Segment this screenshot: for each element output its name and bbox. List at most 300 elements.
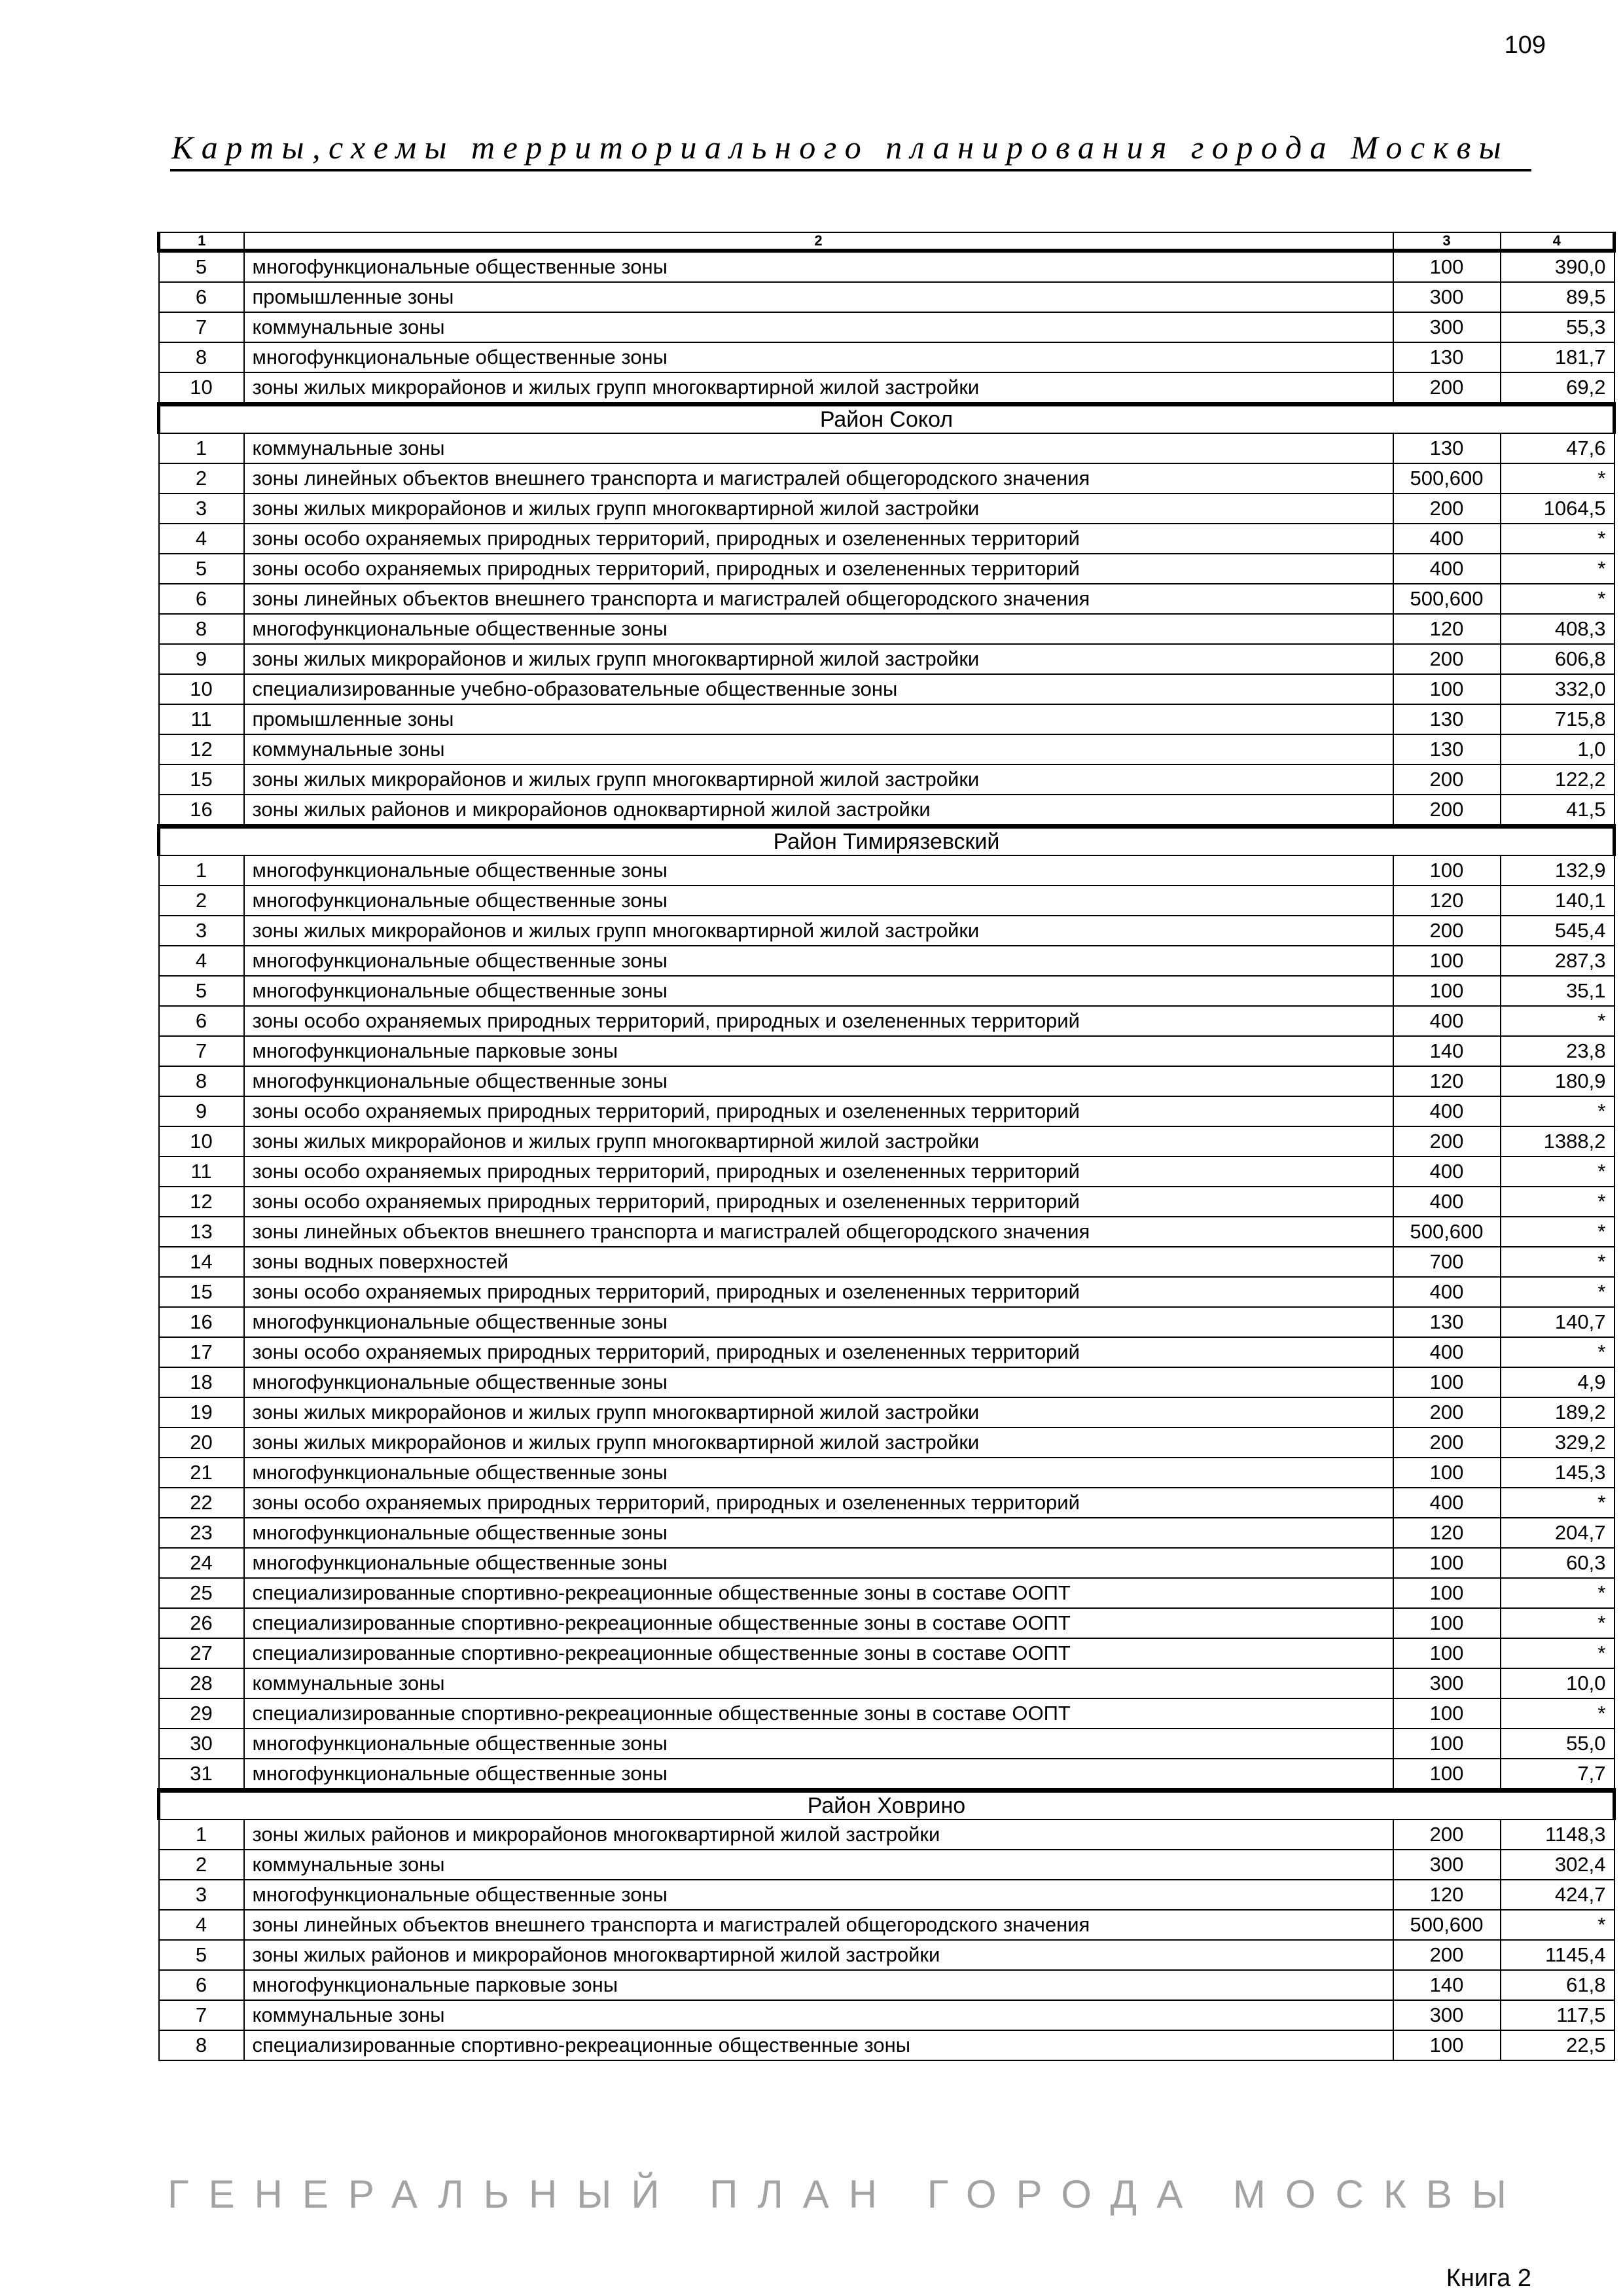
zone-type-cell: специализированные учебно-образовательные общественные зоны (244, 674, 1393, 704)
zone-type-cell: коммунальные зоны (244, 312, 1393, 342)
zone-type-cell: коммунальные зоны (244, 1668, 1393, 1698)
area-cell: 545,4 (1501, 916, 1614, 946)
zone-code-cell: 130 (1393, 704, 1501, 734)
area-cell: 424,7 (1501, 1880, 1614, 1910)
zone-code-cell: 100 (1393, 251, 1501, 282)
zone-type-cell: многофункциональные общественные зоны (244, 1307, 1393, 1337)
zone-code-cell: 500,600 (1393, 1910, 1501, 1940)
zone-type-cell: зоны жилых районов и микрорайонов одноквартирной жилой застройки (244, 795, 1393, 827)
zone-type-cell: многофункциональные общественные зоны (244, 342, 1393, 372)
zone-code-cell: 120 (1393, 614, 1501, 644)
row-number-cell: 11 (159, 1157, 244, 1187)
row-number-cell: 10 (159, 1126, 244, 1157)
area-cell: * (1501, 1096, 1614, 1126)
table-row (159, 644, 1614, 674)
row-number-cell: 25 (159, 1578, 244, 1608)
zone-code-cell: 100 (1393, 946, 1501, 976)
zone-code-cell: 400 (1393, 1006, 1501, 1036)
district-header-row (159, 404, 1614, 434)
row-number-cell: 4 (159, 1910, 244, 1940)
table-row (159, 433, 1614, 463)
area-cell: 1148,3 (1501, 1820, 1614, 1850)
area-cell: 287,3 (1501, 946, 1614, 976)
row-number-cell: 23 (159, 1518, 244, 1548)
row-number-cell: 6 (159, 584, 244, 614)
zone-code-cell: 200 (1393, 1820, 1501, 1850)
zone-type-cell: коммунальные зоны (244, 2000, 1393, 2030)
zone-code-cell: 200 (1393, 372, 1501, 404)
zone-type-cell: зоны жилых микрорайонов и жилых групп многоквартирной жилой застройки (244, 764, 1393, 795)
table-row (159, 1910, 1614, 1940)
row-number-cell: 2 (159, 1850, 244, 1880)
zone-code-cell: 100 (1393, 976, 1501, 1006)
area-cell: * (1501, 1217, 1614, 1247)
zone-type-cell: многофункциональные общественные зоны (244, 1548, 1393, 1578)
row-number-cell: 16 (159, 795, 244, 827)
table-row (159, 1729, 1614, 1759)
row-number-cell: 13 (159, 1217, 244, 1247)
area-cell: 47,6 (1501, 433, 1614, 463)
row-number-cell: 10 (159, 372, 244, 404)
zone-type-cell: зоны жилых микрорайонов и жилых групп многоквартирной жилой застройки (244, 372, 1393, 404)
zone-code-cell: 140 (1393, 1036, 1501, 1066)
area-cell: 1145,4 (1501, 1940, 1614, 1970)
area-cell: 1,0 (1501, 734, 1614, 764)
zone-type-cell: зоны жилых микрорайонов и жилых групп многоквартирной жилой застройки (244, 1397, 1393, 1427)
row-number-cell: 5 (159, 554, 244, 584)
row-number-cell: 21 (159, 1458, 244, 1488)
district-name: Район Тимирязевский (159, 827, 1614, 856)
area-cell: 132,9 (1501, 855, 1614, 886)
area-cell: * (1501, 1277, 1614, 1307)
row-number-cell: 7 (159, 312, 244, 342)
table-row (159, 372, 1614, 404)
table-row (159, 976, 1614, 1006)
column-header: 1 (159, 232, 244, 251)
area-cell: 55,3 (1501, 312, 1614, 342)
zone-code-cell: 100 (1393, 855, 1501, 886)
area-cell: 181,7 (1501, 342, 1614, 372)
district-name: Район Сокол (159, 404, 1614, 434)
row-number-cell: 14 (159, 1247, 244, 1277)
page-number: 109 (1504, 31, 1546, 59)
zone-type-cell: промышленные зоны (244, 282, 1393, 312)
area-cell: 23,8 (1501, 1036, 1614, 1066)
zone-code-cell: 100 (1393, 1638, 1501, 1668)
zone-type-cell: многофункциональные общественные зоны (244, 1759, 1393, 1791)
area-cell: * (1501, 463, 1614, 493)
zone-code-cell: 100 (1393, 1367, 1501, 1397)
row-number-cell: 6 (159, 282, 244, 312)
row-number-cell: 3 (159, 493, 244, 524)
area-cell: 41,5 (1501, 795, 1614, 827)
table-row (159, 795, 1614, 827)
table-row (159, 1970, 1614, 2000)
area-cell: 117,5 (1501, 2000, 1614, 2030)
table-row (159, 1488, 1614, 1518)
area-cell: * (1501, 584, 1614, 614)
table-row (159, 1608, 1614, 1638)
zone-code-cell: 400 (1393, 524, 1501, 554)
table-row (159, 1850, 1614, 1880)
area-cell: * (1501, 1337, 1614, 1367)
zone-type-cell: многофункциональные общественные зоны (244, 1518, 1393, 1548)
table-row (159, 1036, 1614, 1066)
table-row (159, 1578, 1614, 1608)
area-cell: 69,2 (1501, 372, 1614, 404)
zone-code-cell: 200 (1393, 916, 1501, 946)
table-row (159, 312, 1614, 342)
row-number-cell: 8 (159, 614, 244, 644)
table-row (159, 1698, 1614, 1729)
zone-code-cell: 100 (1393, 1608, 1501, 1638)
district-header-row (159, 1791, 1614, 1820)
row-number-cell: 6 (159, 1970, 244, 2000)
zone-type-cell: многофункциональные общественные зоны (244, 855, 1393, 886)
zone-code-cell: 200 (1393, 1126, 1501, 1157)
table-row (159, 342, 1614, 372)
zone-type-cell: зоны жилых микрорайонов и жилых групп многоквартирной жилой застройки (244, 1427, 1393, 1458)
zone-type-cell: зоны жилых микрорайонов и жилых групп многоквартирной жилой застройки (244, 493, 1393, 524)
zone-type-cell: зоны особо охраняемых природных территорий, природных и озелененных территорий (244, 1488, 1393, 1518)
table-row (159, 1217, 1614, 1247)
area-cell: 1064,5 (1501, 493, 1614, 524)
zone-type-cell: многофункциональные общественные зоны (244, 1729, 1393, 1759)
area-cell: 1388,2 (1501, 1126, 1614, 1157)
zone-code-cell: 400 (1393, 1277, 1501, 1307)
zone-code-cell: 200 (1393, 764, 1501, 795)
area-cell: 606,8 (1501, 644, 1614, 674)
zone-type-cell: многофункциональные парковые зоны (244, 1036, 1393, 1066)
table-row (159, 886, 1614, 916)
zone-code-cell: 400 (1393, 1187, 1501, 1217)
area-cell: 4,9 (1501, 1367, 1614, 1397)
zone-type-cell: коммунальные зоны (244, 1850, 1393, 1880)
zone-type-cell: многофункциональные общественные зоны (244, 1458, 1393, 1488)
zone-type-cell: многофункциональные общественные зоны (244, 946, 1393, 976)
zone-type-cell: многофункциональные общественные зоны (244, 1066, 1393, 1096)
table-body (159, 251, 1614, 2060)
row-number-cell: 1 (159, 855, 244, 886)
row-number-cell: 12 (159, 734, 244, 764)
row-number-cell: 19 (159, 1397, 244, 1427)
zone-type-cell: зоны линейных объектов внешнего транспорта и магистралей общегородского значения (244, 1217, 1393, 1247)
area-cell: 60,3 (1501, 1548, 1614, 1578)
area-cell: 22,5 (1501, 2030, 1614, 2060)
table-row (159, 1006, 1614, 1036)
table-row (159, 554, 1614, 584)
zone-code-cell: 100 (1393, 1578, 1501, 1608)
table-row (159, 1307, 1614, 1337)
zone-code-cell: 300 (1393, 282, 1501, 312)
row-number-cell: 27 (159, 1638, 244, 1668)
zone-type-cell: зоны линейных объектов внешнего транспорта и магистралей общегородского значения (244, 1910, 1393, 1940)
row-number-cell: 1 (159, 1820, 244, 1850)
zone-code-cell: 400 (1393, 1337, 1501, 1367)
zone-code-cell: 500,600 (1393, 584, 1501, 614)
zone-code-cell: 120 (1393, 1880, 1501, 1910)
row-number-cell: 4 (159, 946, 244, 976)
area-cell: * (1501, 1247, 1614, 1277)
area-cell: 140,1 (1501, 886, 1614, 916)
zone-type-cell: промышленные зоны (244, 704, 1393, 734)
zone-code-cell: 200 (1393, 1940, 1501, 1970)
table-row (159, 916, 1614, 946)
table-row (159, 584, 1614, 614)
zone-type-cell: коммунальные зоны (244, 734, 1393, 764)
table-row (159, 1940, 1614, 1970)
area-cell: 332,0 (1501, 674, 1614, 704)
area-cell: 408,3 (1501, 614, 1614, 644)
zone-type-cell: специализированные спортивно-рекреационные общественные зоны (244, 2030, 1393, 2060)
zone-type-cell: зоны особо охраняемых природных территорий, природных и озелененных территорий (244, 554, 1393, 584)
zone-type-cell: зоны особо охраняемых природных территорий, природных и озелененных территорий (244, 1277, 1393, 1307)
zone-type-cell: многофункциональные общественные зоны (244, 976, 1393, 1006)
area-cell: * (1501, 1698, 1614, 1729)
area-cell: 145,3 (1501, 1458, 1614, 1488)
zone-code-cell: 300 (1393, 1850, 1501, 1880)
zone-code-cell: 130 (1393, 433, 1501, 463)
row-number-cell: 6 (159, 1006, 244, 1036)
book-label: Книга 2 (1446, 2265, 1531, 2292)
table-row (159, 614, 1614, 644)
area-cell: * (1501, 1608, 1614, 1638)
zone-code-cell: 400 (1393, 1488, 1501, 1518)
zone-code-cell: 100 (1393, 1458, 1501, 1488)
table-row (159, 1247, 1614, 1277)
table-row (159, 251, 1614, 282)
row-number-cell: 3 (159, 1880, 244, 1910)
area-cell: 390,0 (1501, 251, 1614, 282)
row-number-cell: 26 (159, 1608, 244, 1638)
area-cell: * (1501, 1638, 1614, 1668)
row-number-cell: 9 (159, 644, 244, 674)
zone-type-cell: зоны линейных объектов внешнего транспорта и магистралей общегородского значения (244, 463, 1393, 493)
row-number-cell: 24 (159, 1548, 244, 1578)
row-number-cell: 12 (159, 1187, 244, 1217)
table-row (159, 764, 1614, 795)
area-cell: * (1501, 1488, 1614, 1518)
row-number-cell: 2 (159, 886, 244, 916)
row-number-cell: 3 (159, 916, 244, 946)
zone-type-cell: зоны жилых районов и микрорайонов многоквартирной жилой застройки (244, 1940, 1393, 1970)
zone-code-cell: 120 (1393, 1066, 1501, 1096)
area-cell: 189,2 (1501, 1397, 1614, 1427)
row-number-cell: 5 (159, 976, 244, 1006)
zone-type-cell: зоны особо охраняемых природных территорий, природных и озелененных территорий (244, 1096, 1393, 1126)
area-cell: 302,4 (1501, 1850, 1614, 1880)
zone-code-cell: 500,600 (1393, 1217, 1501, 1247)
area-cell: * (1501, 1006, 1614, 1036)
row-number-cell: 8 (159, 1066, 244, 1096)
zone-code-cell: 500,600 (1393, 463, 1501, 493)
zone-type-cell: зоны жилых районов и микрорайонов многоквартирной жилой застройки (244, 1820, 1393, 1850)
column-header: 3 (1393, 232, 1501, 251)
zone-type-cell: многофункциональные парковые зоны (244, 1970, 1393, 2000)
column-header: 4 (1501, 232, 1614, 251)
zone-code-cell: 100 (1393, 674, 1501, 704)
table-row (159, 1096, 1614, 1126)
zone-code-cell: 100 (1393, 2030, 1501, 2060)
row-number-cell: 31 (159, 1759, 244, 1791)
row-number-cell: 11 (159, 704, 244, 734)
zone-code-cell: 100 (1393, 1698, 1501, 1729)
zone-type-cell: специализированные спортивно-рекреационные общественные зоны в составе ООПТ (244, 1698, 1393, 1729)
zone-type-cell: зоны линейных объектов внешнего транспорта и магистралей общегородского значения (244, 584, 1393, 614)
zone-type-cell: зоны особо охраняемых природных территорий, природных и озелененных территорий (244, 1337, 1393, 1367)
area-cell: 35,1 (1501, 976, 1614, 1006)
table-row (159, 1820, 1614, 1850)
zone-code-cell: 130 (1393, 734, 1501, 764)
table-row (159, 2030, 1614, 2060)
table-row (159, 946, 1614, 976)
table-row (159, 734, 1614, 764)
zone-type-cell: многофункциональные общественные зоны (244, 614, 1393, 644)
zone-code-cell: 400 (1393, 554, 1501, 584)
table-row (159, 1759, 1614, 1791)
area-cell: * (1501, 1187, 1614, 1217)
zone-type-cell: зоны особо охраняемых природных территорий, природных и озелененных территорий (244, 1157, 1393, 1187)
table-row (159, 1277, 1614, 1307)
zone-code-cell: 700 (1393, 1247, 1501, 1277)
row-number-cell: 20 (159, 1427, 244, 1458)
table-row (159, 1066, 1614, 1096)
footer-title: ГЕНЕРАЛЬНЫЙ ПЛАН ГОРОДА МОСКВЫ (168, 2172, 1526, 2216)
zone-type-cell: зоны жилых микрорайонов и жилых групп многоквартирной жилой застройки (244, 644, 1393, 674)
area-cell: 7,7 (1501, 1759, 1614, 1791)
table-row (159, 1397, 1614, 1427)
zone-code-cell: 100 (1393, 1548, 1501, 1578)
row-number-cell: 10 (159, 674, 244, 704)
table-row (159, 463, 1614, 493)
row-number-cell: 16 (159, 1307, 244, 1337)
area-cell: 55,0 (1501, 1729, 1614, 1759)
header-title: Карты,схемы территориального планирования города Москвы (171, 129, 1510, 166)
zone-type-cell: многофункциональные общественные зоны (244, 1367, 1393, 1397)
row-number-cell: 8 (159, 342, 244, 372)
row-number-cell: 15 (159, 1277, 244, 1307)
row-number-cell: 4 (159, 524, 244, 554)
row-number-cell: 7 (159, 1036, 244, 1066)
zone-code-cell: 400 (1393, 1096, 1501, 1126)
row-number-cell: 1 (159, 433, 244, 463)
table-row (159, 1548, 1614, 1578)
zone-type-cell: зоны особо охраняемых природных территорий, природных и озелененных территорий (244, 1187, 1393, 1217)
table-row (159, 1337, 1614, 1367)
area-cell: 329,2 (1501, 1427, 1614, 1458)
table-row (159, 1458, 1614, 1488)
table-row (159, 282, 1614, 312)
table-row (159, 1427, 1614, 1458)
district-name: Район Ховрино (159, 1791, 1614, 1820)
table-row (159, 1126, 1614, 1157)
zone-type-cell: зоны водных поверхностей (244, 1247, 1393, 1277)
row-number-cell: 22 (159, 1488, 244, 1518)
area-cell: 715,8 (1501, 704, 1614, 734)
zone-code-cell: 200 (1393, 1397, 1501, 1427)
table-row (159, 493, 1614, 524)
row-number-cell: 18 (159, 1367, 244, 1397)
area-cell: * (1501, 1910, 1614, 1940)
zone-type-cell: специализированные спортивно-рекреационные общественные зоны в составе ООПТ (244, 1638, 1393, 1668)
table-row (159, 1187, 1614, 1217)
row-number-cell: 7 (159, 2000, 244, 2030)
zone-code-cell: 100 (1393, 1759, 1501, 1791)
zone-type-cell: зоны особо охраняемых природных территорий, природных и озелененных территорий (244, 1006, 1393, 1036)
row-number-cell: 2 (159, 463, 244, 493)
row-number-cell: 29 (159, 1698, 244, 1729)
area-cell: 61,8 (1501, 1970, 1614, 2000)
column-header-row (159, 232, 1614, 251)
row-number-cell: 5 (159, 251, 244, 282)
district-header-row (159, 827, 1614, 856)
area-cell: 204,7 (1501, 1518, 1614, 1548)
table-row (159, 1157, 1614, 1187)
zone-type-cell: зоны особо охраняемых природных территорий, природных и озелененных территорий (244, 524, 1393, 554)
row-number-cell: 17 (159, 1337, 244, 1367)
zone-code-cell: 130 (1393, 342, 1501, 372)
zone-type-cell: специализированные спортивно-рекреационные общественные зоны в составе ООПТ (244, 1608, 1393, 1638)
zone-code-cell: 100 (1393, 1729, 1501, 1759)
row-number-cell: 5 (159, 1940, 244, 1970)
table-row (159, 1367, 1614, 1397)
zone-type-cell: коммунальные зоны (244, 433, 1393, 463)
table-row (159, 1518, 1614, 1548)
zone-type-cell: зоны жилых микрорайонов и жилых групп многоквартирной жилой застройки (244, 1126, 1393, 1157)
zone-type-cell: многофункциональные общественные зоны (244, 251, 1393, 282)
table-row (159, 674, 1614, 704)
table-row (159, 524, 1614, 554)
zone-code-cell: 130 (1393, 1307, 1501, 1337)
table-row (159, 1668, 1614, 1698)
area-cell: 122,2 (1501, 764, 1614, 795)
table-row (159, 855, 1614, 886)
row-number-cell: 30 (159, 1729, 244, 1759)
zone-code-cell: 140 (1393, 1970, 1501, 2000)
zone-code-cell: 300 (1393, 1668, 1501, 1698)
area-cell: * (1501, 1578, 1614, 1608)
zone-code-cell: 200 (1393, 1427, 1501, 1458)
area-cell: 10,0 (1501, 1668, 1614, 1698)
area-cell: * (1501, 1157, 1614, 1187)
zone-code-cell: 200 (1393, 644, 1501, 674)
zone-type-cell: специализированные спортивно-рекреационные общественные зоны в составе ООПТ (244, 1578, 1393, 1608)
zones-table (157, 232, 1616, 2061)
header-rule (170, 169, 1531, 171)
zone-code-cell: 300 (1393, 2000, 1501, 2030)
zone-type-cell: многофункциональные общественные зоны (244, 1880, 1393, 1910)
area-cell: * (1501, 524, 1614, 554)
area-cell: * (1501, 554, 1614, 584)
row-number-cell: 9 (159, 1096, 244, 1126)
row-number-cell: 15 (159, 764, 244, 795)
zone-code-cell: 120 (1393, 1518, 1501, 1548)
table-row (159, 2000, 1614, 2030)
zone-type-cell: зоны жилых микрорайонов и жилых групп многоквартирной жилой застройки (244, 916, 1393, 946)
zone-code-cell: 300 (1393, 312, 1501, 342)
zone-code-cell: 200 (1393, 493, 1501, 524)
zone-code-cell: 200 (1393, 795, 1501, 827)
table-row (159, 1638, 1614, 1668)
area-cell: 180,9 (1501, 1066, 1614, 1096)
column-header: 2 (244, 232, 1393, 251)
zone-type-cell: многофункциональные общественные зоны (244, 886, 1393, 916)
zone-code-cell: 120 (1393, 886, 1501, 916)
table-row (159, 704, 1614, 734)
area-cell: 140,7 (1501, 1307, 1614, 1337)
row-number-cell: 28 (159, 1668, 244, 1698)
zone-code-cell: 400 (1393, 1157, 1501, 1187)
